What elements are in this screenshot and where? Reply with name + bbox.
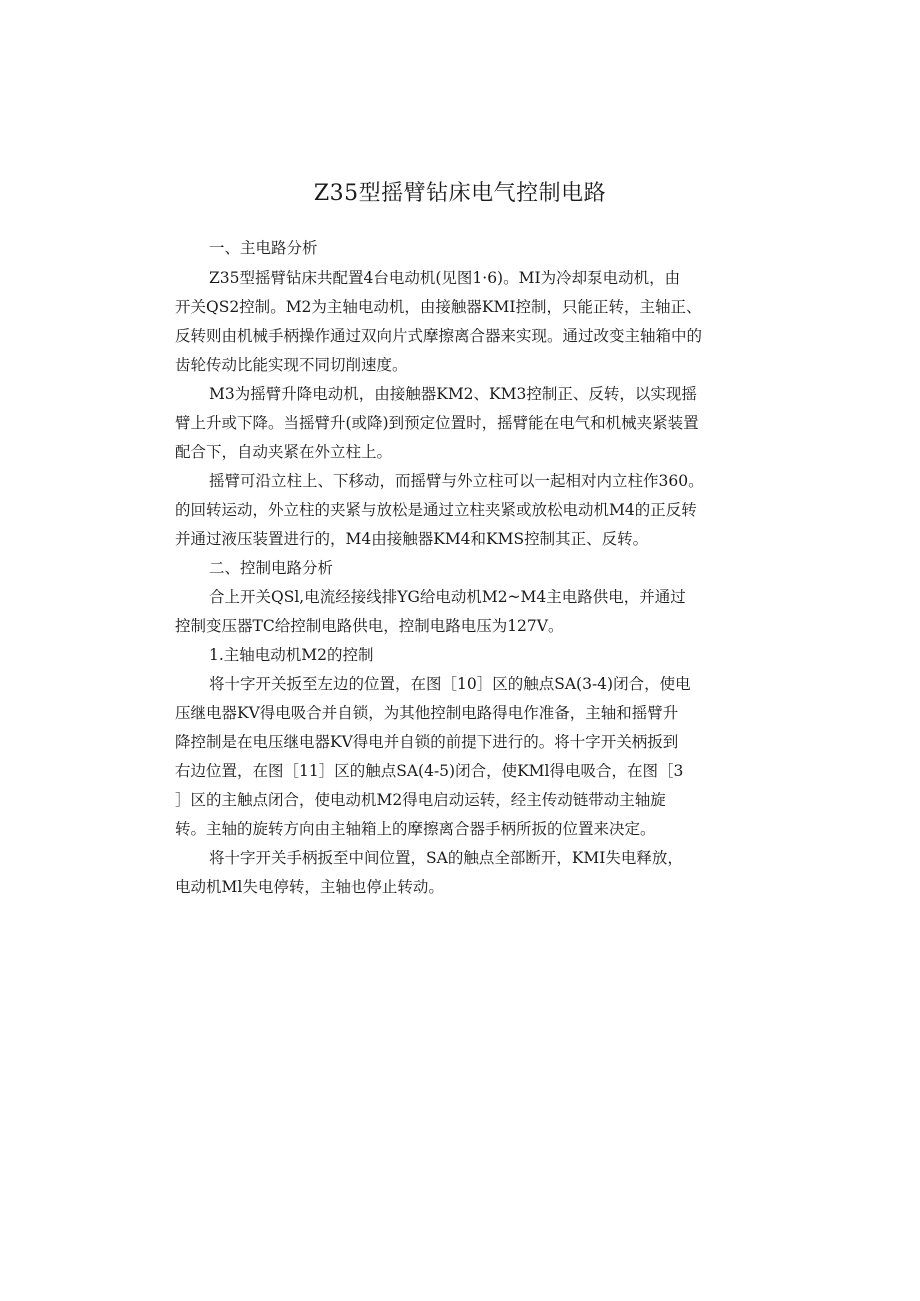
paragraph-line: 合上开关QSl,电流经接线排YG给电动机M2~M4主电路供电，并通过	[209, 588, 686, 606]
paragraph-line: 将十字开关扳至左边的位置，在图［10］区的触点SA(3-4)闭合，使电	[209, 675, 691, 693]
paragraph-line: 控制变压器TC给控制电路供电，控制电路电压为127V。	[175, 617, 564, 635]
paragraph-line: 臂上升或下降。当摇臂升(或降)到预定位置时，摇臂能在电气和机械夹紧装置	[175, 414, 699, 432]
document-title: Z35型摇臂钻床电气控制电路	[313, 181, 607, 206]
subsection-heading-m2-control: 1.主轴电动机M2的控制	[209, 646, 374, 664]
paragraph-line: 并通过液压装置进行的，M4由接触器KM4和KMS控制其正、反转。	[175, 530, 649, 548]
paragraph-line: 电动机Ml失电停转，主轴也停止转动。	[175, 878, 444, 896]
paragraph-line: 齿轮传动比能实现不同切削速度。	[175, 356, 408, 374]
paragraph-line: 右边位置，在图［11］区的触点SA(4-5)闭合，使KMl得电吸合，在图［3	[175, 762, 684, 780]
paragraph-line: 摇臂可沿立柱上、下移动，而摇臂与外立柱可以一起相对内立柱作360。	[209, 472, 704, 490]
paragraph-line: ］区的主触点闭合，使电动机M2得电启动运转，经主传动链带动主轴旋	[175, 791, 666, 809]
paragraph-line: 压继电器KV得电吸合并自锁，为其他控制电路得电作准备，主轴和摇臂升	[175, 704, 679, 722]
paragraph-line: 转。主轴的旋转方向由主轴箱上的摩擦离合器手柄所扳的位置来决定。	[175, 820, 656, 838]
paragraph-line: 的回转运动，外立柱的夹紧与放松是通过立柱夹紧或放松电动机M4的正反转	[175, 501, 697, 519]
paragraph-line: 将十字开关手柄扳至中间位置，SA的触点全部断开，KMI失电释放，	[209, 849, 683, 867]
paragraph-line: 配合下，自动夹紧在外立柱上。	[175, 443, 393, 461]
paragraph-line: M3为摇臂升降电动机，由接触器KM2、KM3控制正、反转，以实现摇	[209, 385, 697, 403]
paragraph-line: 反转则由机械手柄操作通过双向片式摩擦离合器来实现。通过改变主轴箱中的	[175, 327, 703, 345]
section-heading-main-circuit: 一、主电路分析	[209, 239, 318, 257]
paragraph-line: 降控制是在电压继电器KV得电并自锁的前提下进行的。将十字开关柄扳到	[175, 733, 679, 751]
paragraph-line: Z35型摇臂钻床共配置4台电动机(见图1·6)。MI为冷却泵电动机，由	[209, 269, 681, 287]
paragraph-line: 开关QS2控制。M2为主轴电动机，由接触器KMI控制，只能正转，主轴正、	[175, 298, 702, 316]
section-heading-control-circuit: 二、控制电路分析	[209, 559, 334, 577]
